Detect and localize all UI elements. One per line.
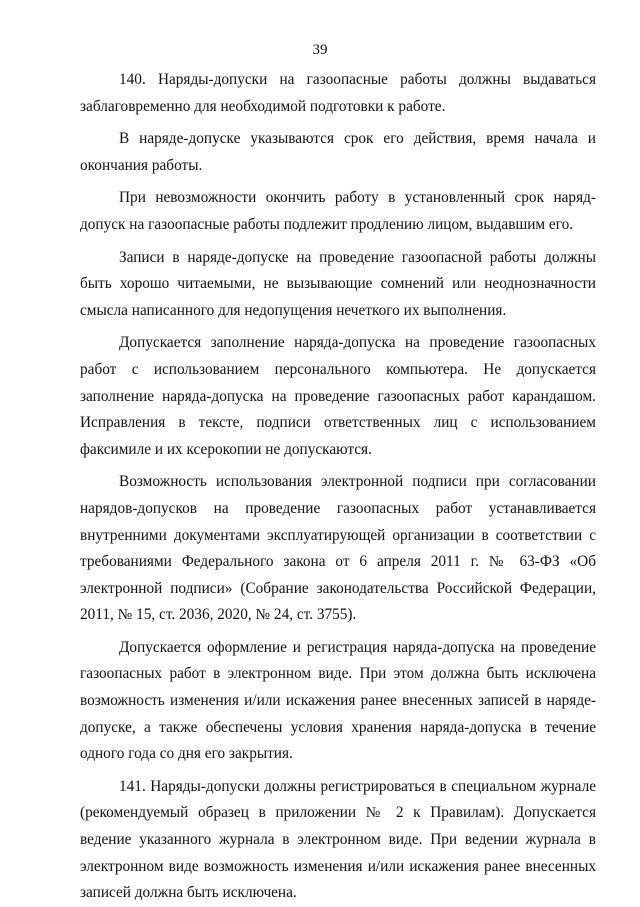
paragraph-electronic-signature: Возможность использования электронной подписи при согласовании нарядов-допусков на проведение газоопасных работ устанавливается внутренними документами эксплуатирующей организации в соответствии с требованиями Федерального закона от 6 апреля 2011 г. № 63-ФЗ «Об электронной подписи» (Собрание законодательства Российской Федерации, 2011, № 15, ст. 2036, 2020, № 24, ст. 3755). xyxy=(80,473,596,624)
page-number: 39 xyxy=(312,42,328,58)
paragraph-extension: При невозможности окончить работу в установленный срок наряд-допуск на газоопасные работы подлежит продлению лицом, выдавшим его. xyxy=(80,189,596,233)
paragraph-legible-records: Записи в наряде-допуске на проведение газоопасной работы должны быть хорошо читаемыми, не вызывающие сомнений или неоднозначности смысла написанного для недопущения нечеткого их выполнения. xyxy=(80,248,596,319)
paragraph-141-journal: 141. Наряды-допуски должны регистрироваться в специальном журнале (рекомендуемый образец в приложении № 2 к Правилам). Допускается ведение указанного журнала в электронном виде. При ведении журнала в электронном виде возможность изменения и/или искажения ранее внесенных записей должна быть исключена. xyxy=(80,777,596,902)
paragraph-electronic-registration: Допускается оформление и регистрация наряда-допуска на проведение газоопасных работ в электронном виде. При этом должна быть исключена возможность изменения и/или искажения ранее внесенных записей в наряде-допуске, а также обеспечены условия хранения наряда-допуска в течение одного года со дня его закрытия. xyxy=(80,638,596,763)
paragraph-validity-period: В наряде-допуске указываются срок его действия, время начала и окончания работы. xyxy=(80,130,596,174)
document-body xyxy=(80,67,596,907)
paragraph-140-advance-issue: 140. Наряды-допуски на газоопасные работы должны выдаваться заблаговременно для необходимой подготовки к работе. xyxy=(80,71,596,115)
paragraph-computer-filling: Допускается заполнение наряда-допуска на проведение газоопасных работ с использованием персонального компьютера. Не допускается заполнение наряда-допуска на проведение газоопасных работ карандашом. Исправления в тексте, подписи ответственных лиц с использованием факсимиле и их ксерокопии не допускаются. xyxy=(80,334,596,458)
